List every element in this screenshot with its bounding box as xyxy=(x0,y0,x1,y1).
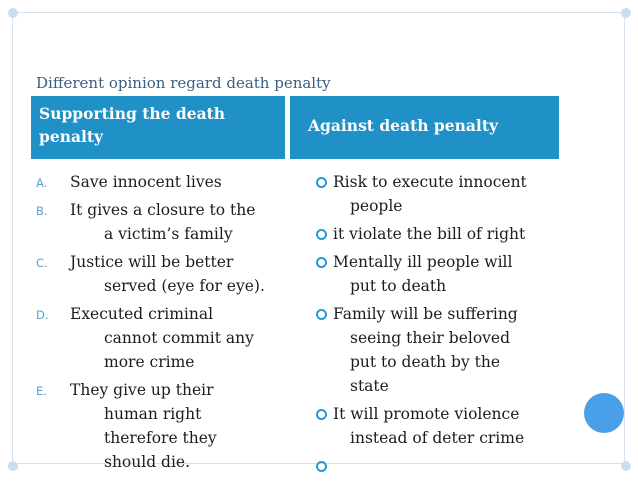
list-item-text: instead of deter crime xyxy=(350,429,525,447)
list-letter: C. xyxy=(36,256,48,270)
supporting-header-line1: Supporting the death xyxy=(39,104,226,123)
slide-title: Different opinion regard death penalty xyxy=(36,74,331,92)
list-item-text: therefore they xyxy=(104,429,217,447)
list-item xyxy=(316,454,566,478)
list-item-text: a victim’s family xyxy=(104,225,233,243)
list-item-text: Family will be suffering xyxy=(333,305,518,323)
list-item-text: Executed criminal xyxy=(70,305,214,323)
list-item xyxy=(316,302,566,398)
list-item xyxy=(36,198,286,246)
list-item xyxy=(36,378,286,474)
list-item xyxy=(316,250,566,298)
decorative-circle-icon xyxy=(584,393,624,433)
list-item-text: Risk to execute innocent xyxy=(333,173,527,191)
supporting-header xyxy=(31,96,285,159)
list-item-text: They give up their xyxy=(70,381,214,399)
list-item-text: Justice will be better xyxy=(70,253,234,271)
supporting-list xyxy=(36,170,286,478)
list-item-text: Mentally ill people will xyxy=(333,253,513,271)
list-letter: D. xyxy=(36,308,49,322)
list-item-text: human right xyxy=(104,405,202,423)
ring-bullet-icon xyxy=(316,257,327,268)
list-letter: B. xyxy=(36,204,48,218)
supporting-header-line2: penalty xyxy=(39,127,104,146)
list-item-text: people xyxy=(350,197,403,215)
list-item-text: It will promote violence xyxy=(333,405,520,423)
list-item-text: it violate the bill of right xyxy=(333,225,526,243)
list-item xyxy=(316,402,566,450)
list-item-text: served (eye for eye). xyxy=(104,277,265,295)
corner-dot-icon xyxy=(8,8,18,18)
against-header: Against death penalty xyxy=(290,96,559,159)
list-letter: E. xyxy=(36,384,47,398)
list-item-text: put to death by the xyxy=(350,353,501,371)
corner-dot-icon xyxy=(621,461,631,471)
list-item xyxy=(36,170,286,194)
list-item-text: cannot commit any xyxy=(104,329,254,347)
list-item-text: more crime xyxy=(104,353,195,371)
list-item xyxy=(316,170,566,218)
list-item xyxy=(36,302,286,374)
list-item-text xyxy=(333,454,566,478)
corner-dot-icon xyxy=(621,8,631,18)
list-item-text: seeing their beloved xyxy=(350,329,511,347)
against-list xyxy=(316,170,566,482)
corner-dot-icon xyxy=(8,461,18,471)
ring-bullet-icon xyxy=(316,177,327,188)
list-item-text: It gives a closure to the xyxy=(70,201,256,219)
list-letter: A. xyxy=(36,176,48,190)
list-item-text: state xyxy=(350,377,389,395)
ring-bullet-icon xyxy=(316,461,327,472)
ring-bullet-icon xyxy=(316,229,327,240)
list-item xyxy=(36,250,286,298)
ring-bullet-icon xyxy=(316,309,327,320)
list-item-text: should die. xyxy=(104,453,191,471)
list-item xyxy=(316,222,566,246)
list-item-text: Save innocent lives xyxy=(70,173,222,191)
list-item-text: put to death xyxy=(350,277,447,295)
ring-bullet-icon xyxy=(316,409,327,420)
